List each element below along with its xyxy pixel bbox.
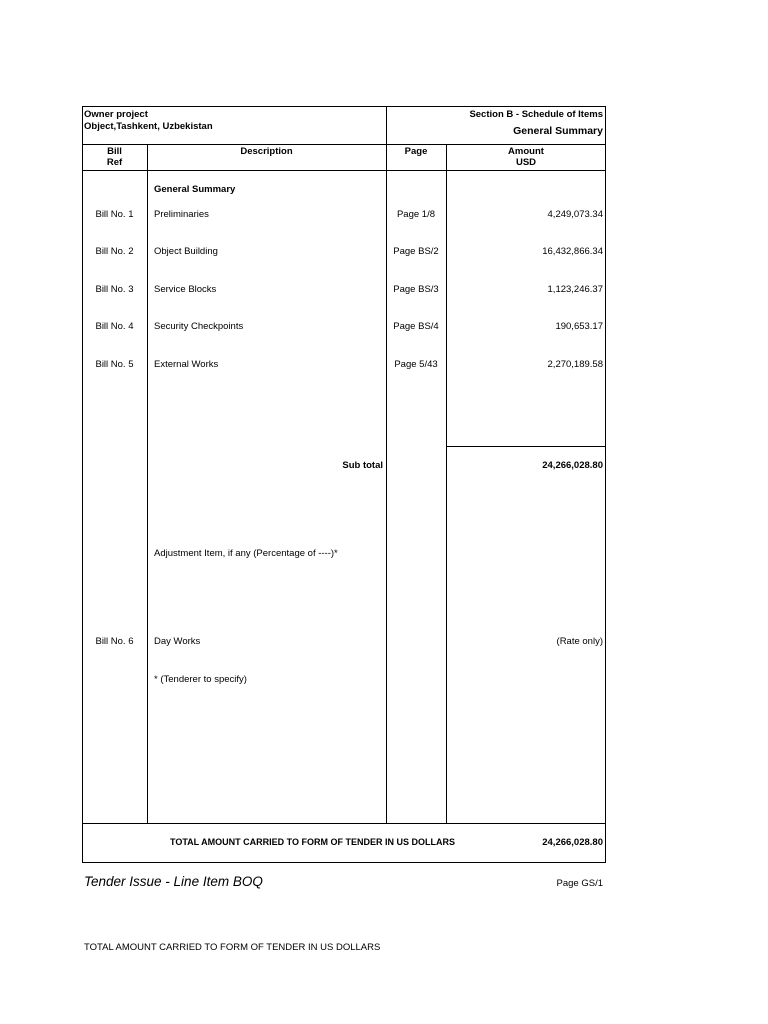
bill-description: Preliminaries bbox=[154, 209, 209, 220]
header-divider bbox=[82, 144, 606, 145]
tenderer-note: * (Tenderer to specify) bbox=[154, 674, 247, 685]
subtotal-value: 24,266,028.80 bbox=[542, 460, 603, 471]
bottom-note: TOTAL AMOUNT CARRIED TO FORM OF TENDER IN US DOLLARS bbox=[84, 942, 381, 953]
owner-project-label: Owner project bbox=[84, 109, 148, 120]
bill-page: Page BS/2 bbox=[393, 246, 439, 257]
subtotal-label: Sub total bbox=[342, 460, 383, 471]
page-header: Page bbox=[404, 146, 428, 157]
footer-title: Tender Issue - Line Item BOQ bbox=[84, 874, 263, 889]
bill-ref: Bill No. 3 bbox=[95, 284, 134, 295]
bill-header-line2: Ref bbox=[106, 157, 123, 168]
total-value: 24,266,028.80 bbox=[542, 837, 603, 848]
total-row-top-border bbox=[82, 823, 606, 824]
footer-page-number: Page GS/1 bbox=[556, 878, 603, 889]
adjustment-item: Adjustment Item, if any (Percentage of ----)* bbox=[154, 548, 338, 559]
description-header: Description bbox=[240, 146, 293, 157]
body-heading: General Summary bbox=[154, 184, 236, 195]
bill-page: Page BS/4 bbox=[393, 321, 439, 332]
bill-ref: Bill No. 4 bbox=[95, 321, 134, 332]
bill-amount: 2,270,189.58 bbox=[547, 359, 603, 370]
dayworks-ref: Bill No. 6 bbox=[95, 636, 134, 647]
bill-description: External Works bbox=[154, 359, 219, 370]
amount-header-line2: USD bbox=[515, 157, 537, 168]
bill-amount: 4,249,073.34 bbox=[547, 209, 603, 220]
bill-ref: Bill No. 2 bbox=[95, 246, 134, 257]
bill-ref: Bill No. 1 bbox=[95, 209, 134, 220]
amount-header-line1: Amount bbox=[508, 146, 544, 157]
bill-page: Page 1/8 bbox=[396, 209, 436, 220]
bill-ref-column-divider bbox=[147, 144, 148, 824]
bill-amount: 190,653.17 bbox=[555, 321, 603, 332]
bill-ref: Bill No. 5 bbox=[95, 359, 134, 370]
bill-description: Security Checkpoints bbox=[154, 321, 244, 332]
project-location: Object,Tashkent, Uzbekistan bbox=[84, 121, 213, 132]
summary-title: General Summary bbox=[513, 125, 603, 137]
table-top-border bbox=[82, 106, 606, 107]
total-label: TOTAL AMOUNT CARRIED TO FORM OF TENDER IN US DOLLARS bbox=[170, 837, 455, 847]
section-title: Section B - Schedule of Items bbox=[469, 109, 603, 120]
bill-amount: 16,432,866.34 bbox=[542, 246, 603, 257]
bill-description: Object Building bbox=[154, 246, 218, 257]
bill-description: Service Blocks bbox=[154, 284, 217, 295]
bill-ref-header bbox=[82, 146, 147, 168]
bill-page: Page BS/3 bbox=[393, 284, 439, 295]
bill-header-line1: Bill bbox=[107, 146, 122, 157]
page-column-divider bbox=[446, 144, 447, 824]
table-bottom-border bbox=[82, 862, 606, 863]
column-header-divider bbox=[82, 170, 606, 171]
amount-header bbox=[446, 146, 606, 168]
dayworks-description: Day Works bbox=[154, 636, 201, 647]
subtotal-divider bbox=[446, 446, 606, 447]
bill-page: Page 5/43 bbox=[394, 359, 438, 370]
table-right-border bbox=[605, 106, 606, 863]
header-column-divider bbox=[386, 106, 387, 145]
bill-amount: 1,123,246.37 bbox=[547, 284, 603, 295]
dayworks-amount: (Rate only) bbox=[556, 636, 603, 647]
